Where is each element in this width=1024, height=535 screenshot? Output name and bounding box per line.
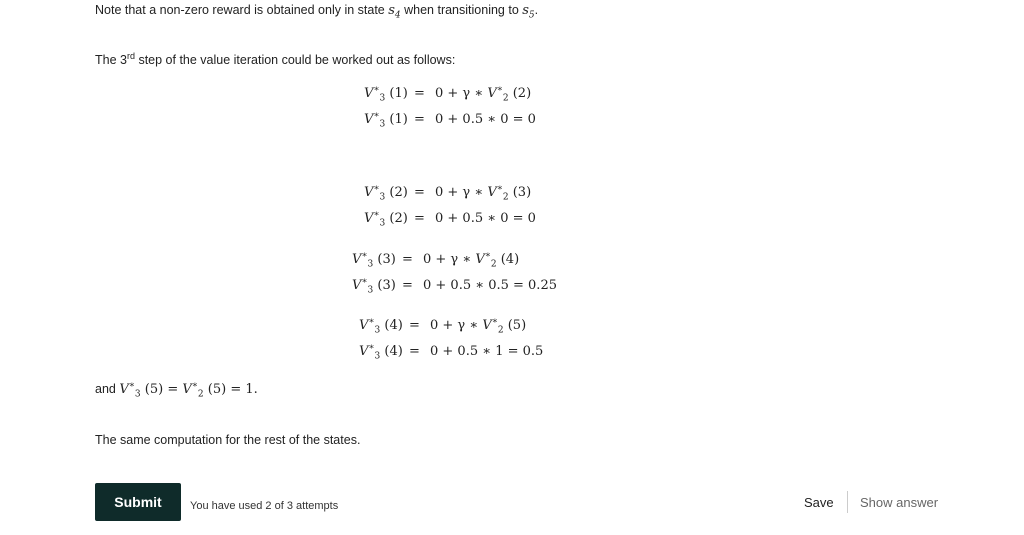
state-s5: $s_5$ — [522, 3, 535, 21]
intro-suffix: . — [534, 3, 539, 17]
intro-prefix: Note that a non-zero reward is obtained only in state — [95, 3, 389, 17]
equation-rhs: 0 + γ ∗ $V^∗_2$ (2) — [435, 84, 532, 104]
equation-lhs: $V^∗_3$ (2) — [364, 183, 408, 203]
equation-row — [364, 211, 564, 231]
equals-sign: = — [402, 252, 413, 267]
equation-rhs: 0 + 0.5 ∗ 0.5 = 0.25 — [423, 278, 557, 293]
show-answer-button[interactable]: Show answer — [860, 495, 939, 510]
equation-row — [352, 252, 572, 272]
equals-sign: = — [409, 344, 420, 359]
equals-sign: = — [414, 86, 425, 101]
equation-block-2 — [364, 185, 564, 235]
equation-block-3 — [352, 252, 572, 302]
equation-row — [364, 112, 564, 132]
intro-text — [95, 3, 539, 21]
equation-lhs: $V^∗_3$ (2) — [364, 209, 408, 229]
equals-sign: = — [402, 278, 413, 293]
equation-rhs: 0 + γ ∗ $V^∗_2$ (5) — [430, 316, 527, 336]
equation-row — [352, 278, 572, 298]
step-prefix: The 3 — [95, 53, 127, 67]
equation-lhs: $V^∗_3$ (1) — [364, 110, 408, 130]
closing-prefix: and — [95, 382, 120, 396]
equation-rhs: 0 + 0.5 ∗ 0 = 0 — [435, 112, 536, 127]
equation-lhs: $V^∗_3$ (1) — [364, 84, 408, 104]
equation-rhs: 0 + 0.5 ∗ 1 = 0.5 — [430, 344, 544, 359]
rest-note: The same computation for the rest of the states. — [95, 433, 361, 447]
step-suffix: step of the value iteration could be worked out as follows: — [134, 53, 456, 67]
equation-lhs: $V^∗_3$ (4) — [359, 342, 403, 362]
equation-lhs: $V^∗_3$ (4) — [359, 316, 403, 336]
equation-rhs: 0 + 0.5 ∗ 0 = 0 — [435, 211, 536, 226]
equals-sign: = — [414, 112, 425, 127]
equation-rhs: 0 + γ ∗ $V^∗_2$ (3) — [435, 183, 532, 203]
equals-sign: = — [409, 318, 420, 333]
equation-row — [359, 344, 559, 364]
intro-middle: when transitioning to — [400, 3, 523, 17]
equals-sign: = — [414, 211, 425, 226]
closing-equation: $V^∗_3$ $(5) = V^∗_2$ (5) = 1. — [119, 380, 258, 400]
step-ordinal-sup: rd — [126, 51, 135, 61]
equation-block-4 — [359, 318, 559, 368]
equation-lhs: $V^∗_3$ (3) — [352, 276, 396, 296]
equation-rhs: 0 + γ ∗ $V^∗_2$ (4) — [423, 250, 520, 270]
save-button[interactable]: Save — [804, 495, 834, 510]
footer-divider — [847, 491, 848, 513]
equation-row — [364, 86, 564, 106]
equation-block-1 — [364, 86, 564, 136]
equals-sign: = — [414, 185, 425, 200]
attempts-text: You have used 2 of 3 attempts — [190, 500, 339, 512]
equation-row — [359, 318, 559, 338]
state-s4: $s_4$ — [388, 3, 401, 21]
equation-row — [364, 185, 564, 205]
equation-lhs: $V^∗_3$ (3) — [352, 250, 396, 270]
step-text — [95, 53, 455, 67]
submit-button[interactable]: Submit — [95, 483, 181, 521]
closing-text — [95, 380, 258, 400]
